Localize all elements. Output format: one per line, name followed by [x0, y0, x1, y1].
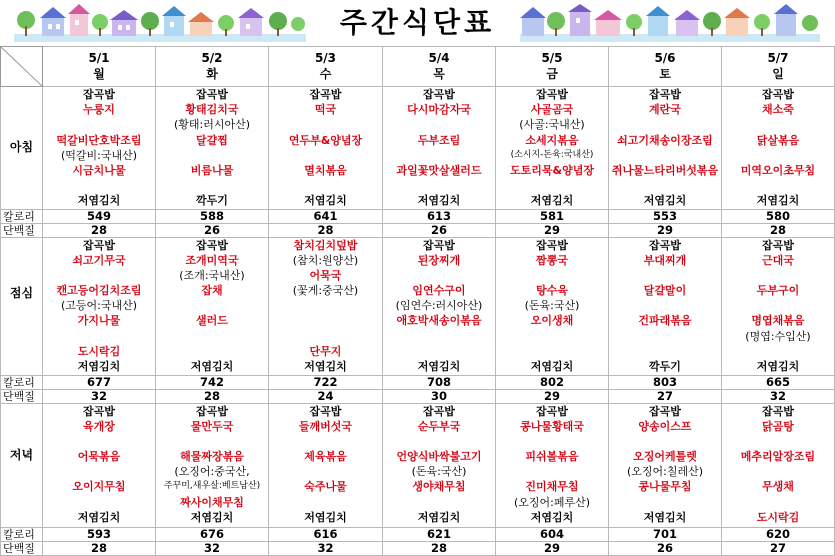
menu-item: [496, 268, 608, 283]
day-weekday: 금: [546, 66, 558, 81]
menu-item: [722, 268, 834, 283]
dinner-calorie-2: 676: [156, 527, 269, 541]
menu-item: (소시지-돈육:국내산): [510, 149, 594, 160]
dinner-menu-2: [156, 403, 269, 527]
menu-item: 두부구이: [756, 284, 800, 298]
calorie-label: 칼로리: [1, 209, 43, 223]
menu-item: 잡곡밥: [83, 238, 115, 252]
menu-item: 저염김치: [530, 360, 574, 373]
day-date: 5/7: [767, 51, 789, 66]
lunch-calorie-3: 722: [269, 375, 383, 389]
calorie-label: 칼로리: [1, 527, 43, 541]
dinner-calorie-5: 604: [496, 527, 609, 541]
menu-item: [43, 495, 155, 510]
menu-item: [43, 178, 155, 193]
menu-item: 멸치볶음: [304, 163, 347, 177]
menu-item: [269, 178, 382, 193]
menu-item: [609, 344, 721, 359]
menu-item: [496, 178, 608, 193]
menu-item: 미역오이초무침: [740, 163, 816, 177]
menu-item: [269, 434, 382, 449]
lunch-calorie-4: 708: [383, 375, 496, 389]
dinner-menu-7: [722, 403, 835, 527]
dinner-calorie-7: 620: [722, 527, 835, 541]
menu-item: [496, 434, 608, 449]
menu-item: 잡곡밥: [649, 88, 681, 101]
day-weekday: 토: [659, 66, 671, 81]
menu-item: (오징어:칠레산): [626, 465, 704, 479]
menu-item: 연두부&양념장: [288, 133, 363, 147]
menu-item: (명엽:수입산): [745, 329, 811, 343]
menu-item: [156, 329, 268, 344]
lunch-calorie-2: 742: [156, 375, 269, 389]
menu-item: 저염김치: [77, 360, 121, 373]
lunch-menu-1: [43, 237, 156, 375]
menu-item: [609, 148, 721, 163]
menu-item: 잡곡밥: [423, 88, 455, 101]
menu-item: 피쉬볼볶음: [525, 450, 579, 464]
menu-item: [156, 298, 268, 313]
menu-item: 잡곡밥: [83, 88, 115, 101]
menu-item: [722, 298, 834, 313]
day-header-4: [383, 47, 496, 87]
menu-item: 황태김치국: [185, 103, 239, 117]
dinner-protein-4: 28: [383, 541, 496, 555]
menu-item: 주꾸미,새우살:베트남산): [163, 481, 261, 492]
menu-item: [269, 313, 382, 328]
breakfast-menu-7: [722, 87, 835, 210]
breakfast-menu-5: [496, 87, 609, 210]
menu-item: 무생채: [762, 480, 794, 494]
menu-item: 잡곡밥: [649, 238, 681, 252]
calorie-label: 칼로리: [1, 375, 43, 389]
menu-item: [43, 268, 155, 283]
day-date: 5/3: [314, 51, 337, 66]
menu-item: [383, 434, 495, 449]
menu-item: [496, 464, 608, 479]
breakfast-protein-7: 28: [722, 223, 835, 237]
lunch-label: 점심: [1, 237, 43, 375]
breakfast-calorie-7: 580: [722, 209, 835, 223]
menu-item: 쥐나물느타리버섯볶음: [611, 163, 719, 177]
menu-item: 깍두기: [649, 360, 681, 373]
menu-item: [383, 148, 495, 163]
menu-item: [269, 148, 382, 163]
menu-item: 참치김치덮밥: [293, 238, 358, 252]
breakfast-calorie-5: 581: [496, 209, 609, 223]
menu-item: 잡곡밥: [83, 404, 115, 418]
menu-item: [383, 117, 495, 132]
day-weekday: 수: [319, 66, 332, 81]
menu-item: [269, 464, 382, 479]
menu-item: 저염김치: [643, 510, 687, 524]
protein-label: 단백질: [1, 223, 43, 237]
menu-item: 저염김치: [190, 360, 234, 373]
menu-item: 잡곡밥: [423, 404, 455, 418]
lunch-menu-7: [722, 237, 835, 375]
dinner-protein-3: 32: [269, 541, 383, 555]
lunch-menu-6: [609, 237, 722, 375]
lunch-menu-3: [269, 237, 383, 375]
menu-item: [722, 148, 834, 163]
menu-item: 다시마감자국: [407, 103, 471, 117]
menu-item: 쇠고기무국: [72, 253, 126, 267]
menu-item: (임연수:러시아산): [395, 299, 483, 313]
menu-item: 짜사이채무침: [180, 495, 244, 509]
menu-item: [609, 298, 721, 313]
menu-item: 떡국: [314, 103, 337, 117]
day-date: 5/6: [654, 51, 676, 66]
menu-item: 달걀말이: [643, 284, 687, 298]
dinner-calorie-3: 616: [269, 527, 383, 541]
menu-item: [269, 298, 382, 313]
menu-item: [609, 117, 721, 132]
menu-item: (떡갈비:국내산): [60, 148, 138, 162]
menu-item: [156, 344, 268, 359]
breakfast-label: 아침: [1, 87, 43, 210]
protein-label: 단백질: [1, 541, 43, 555]
menu-item: 소세지볶음: [525, 133, 579, 147]
breakfast-protein-3: 28: [269, 223, 383, 237]
dinner-menu-6: [609, 403, 722, 527]
menu-item: 제육볶음: [304, 450, 347, 464]
menu-item: 비름나물: [190, 163, 234, 177]
menu-item: (고등어:국내산): [60, 299, 138, 313]
menu-item: 저염김치: [304, 194, 347, 208]
menu-item: [269, 117, 382, 132]
menu-item: 진미채무침: [525, 480, 579, 494]
menu-item: 캔고등어김치조림: [56, 284, 142, 298]
menu-item: [156, 178, 268, 193]
dinner-calorie-6: 701: [609, 527, 722, 541]
menu-item: 단무지: [309, 344, 342, 358]
menu-item: 언양식바싹불고기: [396, 450, 482, 464]
menu-item: [496, 329, 608, 344]
menu-item: 메추리알장조림: [740, 450, 816, 464]
menu-item: 저염김치: [643, 194, 687, 208]
menu-item: 저염김치: [77, 194, 121, 208]
menu-item: 오이생채: [530, 314, 574, 328]
day-date: 5/5: [541, 51, 563, 66]
menu-item: 양송이스프: [638, 419, 692, 433]
menu-item: [722, 344, 834, 359]
menu-item: [383, 329, 495, 344]
day-weekday: 화: [206, 66, 218, 81]
lunch-calorie-7: 665: [722, 375, 835, 389]
menu-item: (황태:러시아산): [173, 118, 251, 132]
menu-item: 저염김치: [417, 194, 461, 208]
breakfast-protein-5: 29: [496, 223, 609, 237]
menu-item: [609, 178, 721, 193]
menu-item: 계란국: [649, 103, 681, 117]
day-header-3: [269, 47, 383, 87]
menu-item: [43, 117, 155, 132]
menu-item: (돈육:국산): [524, 299, 580, 313]
menu-item: 부대찌개: [643, 253, 687, 267]
menu-item: [156, 434, 268, 449]
diagonal-divider: [1, 47, 43, 87]
menu-item: [609, 268, 721, 283]
menu-item: 잡곡밥: [649, 404, 681, 418]
menu-item: [383, 495, 495, 510]
menu-item: 닭살볶음: [756, 133, 800, 147]
menu-item: 저염김치: [530, 194, 574, 208]
menu-item: (참치:원양산): [292, 253, 359, 267]
day-header-2: [156, 47, 269, 87]
dinner-protein-5: 29: [496, 541, 609, 555]
menu-item: 잡곡밥: [536, 404, 568, 418]
village-decoration: [14, 4, 306, 42]
menu-item: [383, 178, 495, 193]
menu-item: 저염김치: [77, 510, 121, 524]
lunch-protein-7: 32: [722, 389, 835, 403]
menu-item: [496, 344, 608, 359]
menu-item: 잡곡밥: [762, 404, 794, 418]
menu-item: 순두부국: [417, 419, 461, 433]
lunch-protein-5: 29: [496, 389, 609, 403]
menu-item: [156, 148, 268, 163]
menu-item: 임연수구이: [412, 284, 466, 298]
lunch-calorie-5: 802: [496, 375, 609, 389]
weekly-menu-table: [0, 46, 835, 556]
menu-item: 과일꽃맛살샐러드: [396, 163, 482, 177]
breakfast-menu-1: [43, 87, 156, 210]
menu-item: 생야채무침: [412, 480, 466, 494]
menu-item: [383, 268, 495, 283]
day-header-1: [43, 47, 156, 87]
lunch-calorie-1: 677: [43, 375, 156, 389]
lunch-protein-4: 30: [383, 389, 496, 403]
menu-item: (오징어:중국산,: [174, 465, 250, 479]
menu-item: 도시락김: [77, 344, 121, 358]
menu-item: 저염김치: [304, 510, 347, 524]
village-decoration: [520, 4, 820, 42]
breakfast-protein-6: 29: [609, 223, 722, 237]
menu-item: 육개장: [83, 419, 115, 433]
dinner-protein-2: 32: [156, 541, 269, 555]
breakfast-calorie-6: 553: [609, 209, 722, 223]
menu-item: 건파래볶음: [638, 314, 692, 328]
menu-item: [609, 434, 721, 449]
menu-item: 짬뽕국: [536, 253, 568, 267]
menu-item: 저염김치: [304, 360, 347, 373]
menu-item: [722, 434, 834, 449]
breakfast-calorie-2: 588: [156, 209, 269, 223]
menu-item: [43, 329, 155, 344]
lunch-menu-2: [156, 237, 269, 375]
menu-item: 해물짜장볶음: [180, 450, 244, 464]
menu-item: [722, 495, 834, 510]
menu-item: 근대국: [762, 253, 794, 267]
corner-cell: [1, 47, 43, 87]
lunch-protein-1: 32: [43, 389, 156, 403]
dinner-protein-1: 28: [43, 541, 156, 555]
breakfast-protein-1: 28: [43, 223, 156, 237]
menu-item: 저염김치: [417, 360, 461, 373]
menu-item: (조개:국내산): [179, 268, 245, 282]
day-date: 5/2: [201, 51, 223, 66]
menu-item: 어묵국: [309, 268, 342, 282]
breakfast-calorie-1: 549: [43, 209, 156, 223]
menu-item: [43, 464, 155, 479]
menu-item: 도시락김: [756, 510, 800, 524]
menu-item: (돈육:국산): [411, 465, 467, 479]
menu-item: [609, 495, 721, 510]
menu-item: 콩나물무침: [638, 480, 692, 494]
menu-item: 애호박새송이볶음: [396, 314, 482, 328]
menu-item: [609, 329, 721, 344]
menu-item: [383, 344, 495, 359]
menu-item: (오징어:페루산): [513, 495, 591, 509]
menu-item: [722, 178, 834, 193]
menu-item: 콩나물황태국: [520, 419, 584, 433]
menu-item: 오이지무침: [72, 480, 126, 494]
menu-item: 두부조림: [417, 133, 461, 147]
breakfast-protein-4: 26: [383, 223, 496, 237]
page-title: 주간식단표: [339, 6, 496, 39]
menu-item: 들깨버섯국: [298, 419, 353, 433]
menu-item: [269, 329, 382, 344]
protein-label: 단백질: [1, 389, 43, 403]
dinner-menu-5: [496, 403, 609, 527]
dinner-calorie-1: 593: [43, 527, 156, 541]
menu-item: 가지나물: [77, 314, 121, 328]
menu-item: 채소죽: [762, 103, 794, 117]
lunch-menu-4: [383, 237, 496, 375]
menu-item: 저염김치: [530, 510, 574, 524]
menu-item: 저염김치: [190, 510, 234, 524]
dinner-protein-6: 26: [609, 541, 722, 555]
menu-item: [722, 464, 834, 479]
menu-item: 잡곡밥: [762, 88, 794, 101]
menu-item: 잡곡밥: [309, 404, 342, 418]
menu-item: 쇠고기채송이장조림: [617, 133, 713, 147]
menu-item: 잡채: [201, 284, 223, 298]
menu-item: 잡곡밥: [423, 238, 455, 252]
breakfast-protein-2: 26: [156, 223, 269, 237]
menu-item: 잡곡밥: [196, 238, 228, 252]
menu-item: 오징어케틀렛: [633, 450, 697, 464]
breakfast-menu-2: [156, 87, 269, 210]
dinner-menu-3: [269, 403, 383, 527]
menu-item: 저염김치: [417, 510, 461, 524]
menu-item: 명엽채볶음: [751, 314, 805, 328]
dinner-label: 저녁: [1, 403, 43, 527]
dinner-protein-7: 27: [722, 541, 835, 555]
menu-item: 저염김치: [756, 360, 800, 373]
breakfast-calorie-3: 641: [269, 209, 383, 223]
day-date: 5/4: [428, 51, 450, 66]
menu-item: 된장찌개: [417, 253, 461, 267]
menu-item: 잡곡밥: [762, 238, 794, 252]
breakfast-menu-4: [383, 87, 496, 210]
menu-item: [269, 495, 382, 510]
menu-item: 잡곡밥: [196, 404, 228, 418]
dinner-menu-1: [43, 403, 156, 527]
day-date: 5/1: [88, 51, 110, 66]
menu-item: 시금치나물: [72, 163, 126, 177]
breakfast-menu-6: [609, 87, 722, 210]
day-header-5: [496, 47, 609, 87]
menu-item: [722, 117, 834, 132]
day-weekday: 월: [93, 66, 105, 81]
lunch-protein-3: 24: [269, 389, 383, 403]
dinner-calorie-4: 621: [383, 527, 496, 541]
menu-item: 잡곡밥: [536, 88, 568, 101]
dinner-menu-4: [383, 403, 496, 527]
breakfast-calorie-4: 613: [383, 209, 496, 223]
menu-item: 조개미역국: [185, 253, 239, 267]
menu-item: 떡갈비단호박조림: [56, 133, 142, 147]
menu-item: 어묵볶음: [77, 450, 121, 464]
village-illustration-left: [14, 4, 306, 42]
day-weekday: 일: [772, 66, 784, 81]
lunch-menu-5: [496, 237, 609, 375]
menu-item: 닭곰탕: [762, 419, 794, 433]
menu-item: 잡곡밥: [196, 88, 228, 101]
day-header-6: [609, 47, 722, 87]
menu-item: 사골곰국: [530, 103, 574, 117]
menu-item: 숙주나물: [304, 480, 347, 494]
menu-item: 잡곡밥: [536, 238, 568, 252]
menu-item: (꽃게:중국산): [292, 284, 359, 298]
menu-item: 깍두기: [196, 194, 228, 208]
day-header-7: [722, 47, 835, 87]
menu-item: [43, 434, 155, 449]
village-illustration-right: [520, 4, 820, 42]
menu-item: 누룽지: [83, 103, 115, 117]
menu-item: 샐러드: [196, 314, 228, 328]
menu-item: 물만두국: [190, 419, 234, 433]
menu-item: 저염김치: [756, 194, 800, 208]
lunch-protein-6: 27: [609, 389, 722, 403]
menu-item: 탕수육: [536, 284, 568, 298]
menu-item: 달걀찜: [196, 133, 228, 147]
menu-item: 도토리묵&양념장: [510, 163, 594, 177]
header: [0, 0, 835, 46]
lunch-protein-2: 28: [156, 389, 269, 403]
menu-item: (사골:국내산): [519, 118, 585, 132]
menu-item: 잡곡밥: [309, 88, 342, 101]
breakfast-menu-3: [269, 87, 383, 210]
lunch-calorie-6: 803: [609, 375, 722, 389]
day-weekday: 목: [433, 66, 445, 81]
